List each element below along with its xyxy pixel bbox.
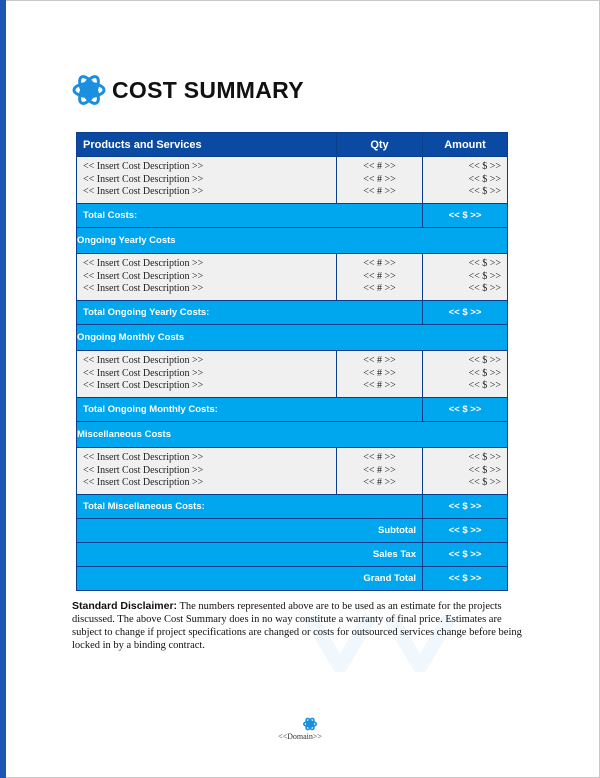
cost-lines-row (77, 157, 508, 204)
cost-description[interactable]: << Insert Cost Description >> (83, 186, 204, 197)
table-header-row (77, 133, 508, 157)
atom-logo-icon (72, 73, 106, 107)
cost-description[interactable]: << Insert Cost Description >> (83, 464, 204, 476)
cost-amount[interactable]: << $ >> (468, 283, 501, 294)
cost-summary-table (76, 132, 508, 591)
column-header-qty: Qty (337, 133, 423, 157)
cost-description[interactable]: << Insert Cost Description >> (83, 452, 204, 463)
cost-qty[interactable]: << # >> (363, 380, 396, 391)
qty-cell (337, 254, 423, 301)
cost-amount[interactable]: << $ >> (468, 258, 501, 269)
cost-qty[interactable]: << # >> (363, 173, 396, 185)
cost-qty[interactable]: << # >> (363, 161, 396, 172)
cost-description[interactable]: << Insert Cost Description >> (83, 477, 204, 488)
grand-total-value[interactable]: << $ >> (423, 567, 508, 591)
cost-lines-row (77, 254, 508, 301)
cost-qty[interactable]: << # >> (363, 355, 396, 366)
cost-qty[interactable]: << # >> (363, 270, 396, 282)
cost-amount[interactable]: << $ >> (468, 270, 501, 282)
total-misc-label: Total Miscellaneous Costs: (77, 495, 423, 519)
cost-qty[interactable]: << # >> (363, 283, 396, 294)
subtotal-label: Subtotal (77, 519, 423, 543)
subtotal-row (77, 519, 508, 543)
amount-cell (423, 157, 508, 204)
disclaimer-text: The numbers represented above are to be used as an estimate for the projects discussed. The above Cost Summary does in no way constitute a warranty of final price. Estimates are subject to change if project specifications are changed or costs for outsourced services change before being locked in by a binding contract. (72, 601, 522, 651)
column-header-products: Products and Services (77, 133, 337, 157)
cost-description[interactable]: << Insert Cost Description >> (83, 161, 204, 172)
column-header-amount: Amount (423, 133, 508, 157)
sales-tax-label: Sales Tax (77, 543, 423, 567)
total-monthly-row (77, 398, 508, 422)
total-yearly-value[interactable]: << $ >> (423, 301, 508, 325)
amount-cell (423, 254, 508, 301)
total-misc-row (77, 495, 508, 519)
cost-qty[interactable]: << # >> (363, 258, 396, 269)
misc-section-heading: Miscellaneous Costs (77, 422, 508, 448)
total-yearly-label: Total Ongoing Yearly Costs: (77, 301, 423, 325)
grand-total-label: Grand Total (77, 567, 423, 591)
qty-cell (337, 157, 423, 204)
cost-description[interactable]: << Insert Cost Description >> (83, 258, 204, 269)
document-header (72, 72, 304, 108)
description-cell (77, 448, 337, 495)
total-costs-label: Total Costs: (77, 204, 423, 228)
cost-lines-row (77, 448, 508, 495)
misc-section-row (77, 422, 508, 448)
cost-amount[interactable]: << $ >> (468, 380, 501, 391)
amount-cell (423, 351, 508, 398)
disclaimer-paragraph (72, 600, 528, 652)
sales-tax-value[interactable]: << $ >> (423, 543, 508, 567)
total-costs-value[interactable]: << $ >> (423, 204, 508, 228)
cost-amount[interactable]: << $ >> (468, 161, 501, 172)
cost-qty[interactable]: << # >> (363, 477, 396, 488)
total-monthly-value[interactable]: << $ >> (423, 398, 508, 422)
cost-qty[interactable]: << # >> (363, 464, 396, 476)
amount-cell (423, 448, 508, 495)
cost-qty[interactable]: << # >> (363, 367, 396, 379)
total-yearly-row (77, 301, 508, 325)
yearly-section-heading: Ongoing Yearly Costs (77, 228, 508, 254)
left-accent-bar (0, 0, 6, 778)
cost-amount[interactable]: << $ >> (468, 355, 501, 366)
cost-amount[interactable]: << $ >> (468, 173, 501, 185)
monthly-section-heading: Ongoing Monthly Costs (77, 325, 508, 351)
grand-total-row (77, 567, 508, 591)
cost-amount[interactable]: << $ >> (468, 186, 501, 197)
cost-description[interactable]: << Insert Cost Description >> (83, 355, 204, 366)
cost-qty[interactable]: << # >> (363, 452, 396, 463)
cost-description[interactable]: << Insert Cost Description >> (83, 380, 204, 391)
cost-description[interactable]: << Insert Cost Description >> (83, 173, 204, 185)
description-cell (77, 351, 337, 398)
sales-tax-row (77, 543, 508, 567)
monthly-section-row (77, 325, 508, 351)
total-monthly-label: Total Ongoing Monthly Costs: (77, 398, 423, 422)
total-misc-value[interactable]: << $ >> (423, 495, 508, 519)
cost-amount[interactable]: << $ >> (468, 464, 501, 476)
qty-cell (337, 351, 423, 398)
cost-description[interactable]: << Insert Cost Description >> (83, 270, 204, 282)
page-title: COST SUMMARY (112, 76, 304, 103)
cost-description[interactable]: << Insert Cost Description >> (83, 283, 204, 294)
description-cell (77, 254, 337, 301)
footer-domain: <<Domain>> (278, 732, 322, 741)
cost-description[interactable]: << Insert Cost Description >> (83, 367, 204, 379)
cost-amount[interactable]: << $ >> (468, 367, 501, 379)
disclaimer-label: Standard Disclaimer: (72, 600, 178, 612)
cost-qty[interactable]: << # >> (363, 186, 396, 197)
cost-amount[interactable]: << $ >> (468, 477, 501, 488)
description-cell (77, 157, 337, 204)
cost-lines-row (77, 351, 508, 398)
total-costs-row (77, 204, 508, 228)
qty-cell (337, 448, 423, 495)
footer-atom-logo-icon (303, 717, 317, 731)
subtotal-value[interactable]: << $ >> (423, 519, 508, 543)
cost-amount[interactable]: << $ >> (468, 452, 501, 463)
yearly-section-row (77, 228, 508, 254)
